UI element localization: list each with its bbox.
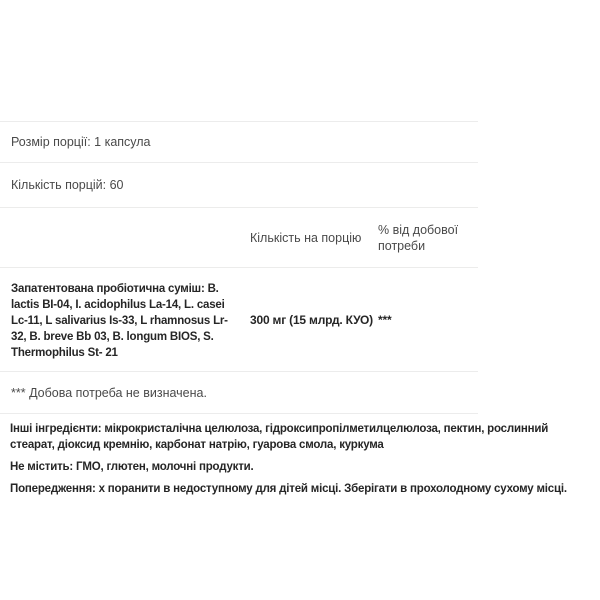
servings-count-text: Кількість порцій: 60 [11,178,124,192]
supplement-facts-table [0,121,478,414]
warning-note: Попередження: х поранити в недоступному для дітей місці. Зберігати в прохолодному сухому місці. [10,483,567,495]
table-header-row [0,207,478,267]
ingredient-daily-value: *** [378,312,392,327]
header-spacer-cell [0,208,250,267]
free-of-note: Не містить: ГМО, глютен, молочні продукти. [10,461,254,473]
product-notes [0,414,586,497]
footnote-row [0,371,478,414]
supplement-facts-panel [0,121,600,600]
servings-count-row [0,162,478,207]
ingredient-row [0,267,478,371]
serving-size-text: Розмір порції: 1 капсула [11,135,151,149]
ingredient-name: Запатентована пробіотична суміш: B. lactis BI-04, I. acidophilus La-14, L. casei Lc-11, L salivarius Is-33, L rhamnosus Lr-32, B. breve Bb 03, B. longum BIOS, S. Thermophilus St- 21 [11,283,228,359]
serving-size-row [0,121,478,162]
daily-value-header: % від добової потреби [378,222,459,253]
daily-value-footnote: *** Добова потреба не визначена. [11,385,207,400]
other-ingredients-note: Інші інгредієнти: мікрокристалічна целюлоза, гідроксипропілметилцелюлоза, пектин, рослинний стеарат, діоксид кремнію, карбонат натрію, гуарова смола, куркума [10,423,549,451]
amount-per-serving-header: Кількість на порцію [250,230,362,245]
ingredient-amount: 300 мг (15 млрд. КУО) [250,312,373,327]
